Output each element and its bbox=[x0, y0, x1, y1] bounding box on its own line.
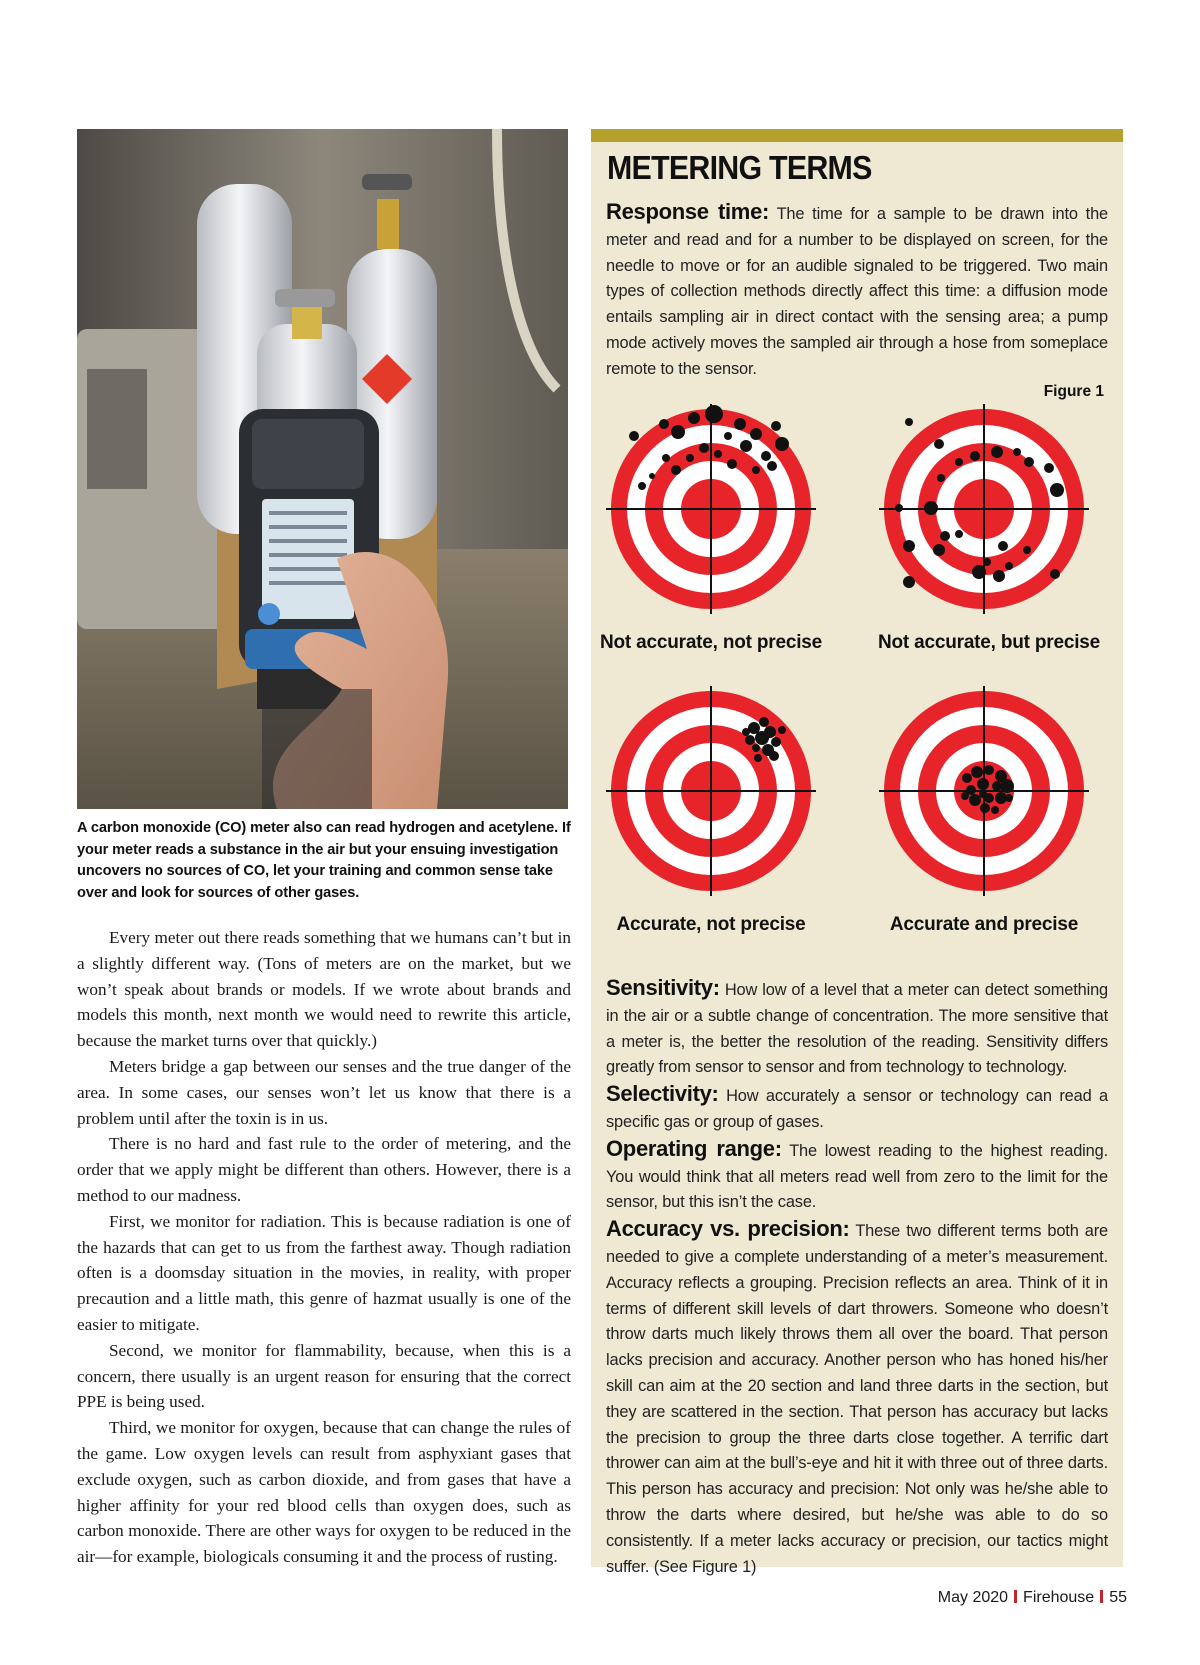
dart-hit bbox=[903, 540, 915, 552]
dart-hit bbox=[671, 465, 681, 475]
term-definition: These two different terms both are needed to give a complete understanding of a meter’s measurement. Accuracy reflects a grouping. Precision reflects an area. Think of it in terms of different skill levels of dart throwers. Someone who doesn’t throw darts much likely throws them all over the board. That person lacks precision and accuracy. Another person who has honed his/her skill can aim at the 20 section and land three darts in the section, but they are scattered in the section. That person has accuracy but lacks the precision to group the three darts close together. A terrific dart thrower can aim at the bull’s-eye and hit it with three out of three darts. This person has accuracy and precision: Not only was he/she able to throw the darts where desired, but he/she was able to do so consistently. If a meter lacks accuracy or precision, our tactics might suffer. (See Figure 1) bbox=[606, 1222, 1109, 1576]
footer-separator bbox=[1100, 1590, 1103, 1603]
term-definition: How low of a level that a meter can detect something in the air or a subtle change of concentration. The more sensitive that a meter is, the better the resolution of the reading. Sensitivity differs greatly from sensor to sensor and from technology to technology. bbox=[606, 981, 1109, 1077]
dart-hit bbox=[992, 781, 1002, 791]
dart-hit bbox=[969, 794, 981, 806]
dart-hit bbox=[903, 576, 915, 588]
term-entry-operating-range bbox=[606, 1136, 1108, 1216]
term-heading: Accuracy vs. precision: bbox=[606, 1216, 850, 1242]
term-entry-sensitivity bbox=[606, 975, 1108, 1081]
dart-hit bbox=[1050, 483, 1064, 497]
dart-hit bbox=[778, 726, 786, 734]
term-heading: Selectivity: bbox=[606, 1081, 719, 1107]
meter-photo-illustration bbox=[77, 129, 568, 809]
footer-page-number: 55 bbox=[1109, 1589, 1127, 1606]
footer-separator bbox=[1014, 1590, 1017, 1603]
dart-hit bbox=[970, 451, 980, 461]
dart-hit bbox=[769, 751, 779, 761]
dart-hit bbox=[979, 790, 987, 798]
dart-hit bbox=[955, 458, 963, 466]
figure-label: Figure 1 bbox=[1043, 383, 1104, 400]
dart-hit bbox=[755, 731, 769, 745]
footer-publication: Firehouse bbox=[1023, 1589, 1095, 1606]
dart-hit bbox=[972, 565, 986, 579]
dart-hit bbox=[752, 466, 760, 474]
target-label: Not accurate, not precise bbox=[599, 632, 823, 653]
target-not-accurate-but-precise bbox=[879, 404, 1089, 614]
dart-hit bbox=[983, 558, 991, 566]
target-accurate-not-precise bbox=[606, 686, 816, 896]
dart-hit bbox=[734, 418, 746, 430]
dart-hit bbox=[1023, 546, 1031, 554]
dart-hit bbox=[745, 735, 755, 745]
target-accurate-and-precise bbox=[879, 686, 1089, 896]
terms-list bbox=[606, 975, 1108, 1580]
dartboard-rings bbox=[606, 686, 816, 896]
target-label: Accurate, not precise bbox=[616, 914, 806, 935]
dart-hit bbox=[1005, 794, 1013, 802]
body-paragraph: First, we monitor for radiation. This is because radiation is one of the hazards that can get to us from the farthest away. Though radiation often is a doomsday situation in the movies, in reality, with proper precaution and a little math, this genre of hazmat usually is one of the easier to mitigate. bbox=[77, 1211, 571, 1334]
dart-hit bbox=[924, 501, 938, 515]
dart-hit bbox=[962, 773, 972, 783]
dart-hit bbox=[705, 405, 723, 423]
dart-hit bbox=[727, 459, 737, 469]
dart-hit bbox=[688, 412, 700, 424]
meter-photo bbox=[77, 129, 568, 809]
dart-hit bbox=[937, 474, 945, 482]
body-paragraph: Second, we monitor for flammability, because, when this is a concern, there usually is an urgent reason for ensuring that the correct PPE is being used. bbox=[77, 1340, 571, 1412]
dart-hit bbox=[699, 443, 709, 453]
dart-hit bbox=[993, 570, 1005, 582]
dart-hit bbox=[933, 544, 945, 556]
term-entry-accuracy-precision bbox=[606, 1216, 1108, 1580]
term-entry-selectivity bbox=[606, 1081, 1108, 1136]
dart-hit bbox=[984, 765, 994, 775]
term-heading: Response time: bbox=[606, 199, 770, 224]
dart-hit bbox=[754, 754, 762, 762]
dart-hit bbox=[955, 530, 963, 538]
dart-hit bbox=[961, 792, 969, 800]
dart-hit bbox=[659, 419, 669, 429]
article-body bbox=[77, 925, 571, 1570]
dart-hit bbox=[742, 728, 750, 736]
dart-hit bbox=[991, 806, 999, 814]
dart-hit bbox=[759, 717, 769, 727]
dart-hit bbox=[1000, 779, 1014, 793]
dart-hit bbox=[977, 778, 989, 790]
target-not-accurate-not-precise bbox=[606, 404, 816, 614]
dart-hit bbox=[752, 744, 760, 752]
target-label: Not accurate, but precise bbox=[877, 632, 1101, 653]
dart-hit bbox=[761, 451, 771, 461]
dart-hit bbox=[940, 531, 950, 541]
term-definition: The time for a sample to be drawn into the meter and read and for a number to be displayed on screen, for the needle to move or for an audible signaled to be triggered. Two main types of collection methods directly affect this time: a diffusion mode entails sampling air in direct contact with the sensing area; a pump mode actively moves the sampled air through a hose from someplace remote to the sensor. bbox=[606, 205, 1108, 378]
dart-hit bbox=[771, 421, 781, 431]
term-definition: The lowest reading to the highest reading. You would think that all meters read well from zero to the limit for the sensor, but this isn’t the case. bbox=[606, 1141, 1108, 1212]
dart-hit bbox=[724, 432, 732, 440]
dart-hit bbox=[991, 446, 1003, 458]
dart-hit bbox=[750, 428, 762, 440]
dart-hit bbox=[740, 440, 752, 452]
dart-hit bbox=[1005, 562, 1013, 570]
dart-hit bbox=[629, 431, 639, 441]
term-heading: Sensitivity: bbox=[606, 975, 720, 1000]
dart-hit bbox=[934, 439, 944, 449]
sidebar-title: METERING TERMS bbox=[607, 149, 872, 186]
dart-hit bbox=[980, 803, 990, 813]
dart-hit bbox=[638, 482, 646, 490]
dart-hit bbox=[714, 450, 722, 458]
dart-hit bbox=[1044, 463, 1054, 473]
photo-caption: A carbon monoxide (CO) meter also can read hydrogen and acetylene. If your meter reads a substance in the air but your ensuing investigation uncovers no sources of CO, let your training and common sense take over and look for sources of other gases. bbox=[77, 820, 571, 901]
dart-hit bbox=[686, 454, 694, 462]
body-paragraph: Every meter out there reads something that we humans can’t but in a slightly different way. (Tons of meters are on the market, but we won’t speak about brands or models. If we wrote about brands and models this month, next month we would need to rewrite this article, because the market turns over that quickly.) bbox=[77, 928, 571, 1051]
dart-hit bbox=[905, 418, 913, 426]
dart-hit bbox=[649, 473, 655, 479]
page-footer bbox=[938, 1589, 1127, 1607]
footer-date: May 2020 bbox=[937, 1589, 1009, 1606]
dart-hit bbox=[775, 437, 789, 451]
dart-hit bbox=[998, 541, 1008, 551]
sidebar-top-bar bbox=[591, 129, 1123, 142]
dart-hit bbox=[895, 504, 903, 512]
dart-hit bbox=[767, 461, 777, 471]
body-paragraph: Meters bridge a gap between our senses and the true danger of the area. In some cases, our senses won’t let us know that there is a problem until after the toxin is in us. bbox=[77, 1056, 571, 1128]
dart-hit bbox=[671, 425, 685, 439]
body-paragraph: There is no hard and fast rule to the order of metering, and the order that we apply might be different than others. However, there is a method to our madness. bbox=[77, 1134, 571, 1205]
dart-hit bbox=[1050, 569, 1060, 579]
dart-hit bbox=[1024, 457, 1034, 467]
dart-hit bbox=[771, 737, 781, 747]
dart-hit bbox=[971, 766, 983, 778]
term-definition: How accurately a sensor or technology can read a specific gas or group of gases. bbox=[606, 1087, 1108, 1131]
term-heading: Operating range: bbox=[606, 1135, 782, 1161]
target-label: Accurate and precise bbox=[889, 914, 1079, 935]
dart-hit bbox=[662, 454, 670, 462]
response-time-entry bbox=[606, 199, 1108, 383]
body-paragraph: Third, we monitor for oxygen, because that can change the rules of the game. Low oxygen levels can result from asphyxiant gases that exclude oxygen, such as carbon dioxide, and from gases that have a higher affinity for your red blood cells than oxygen does, such as carbon monoxide. There are other ways for oxygen to be reduced in the air—for example, biologicals consuming it and the process of rusting. bbox=[77, 1418, 571, 1567]
dart-hit bbox=[1013, 448, 1021, 456]
metering-terms-sidebar bbox=[591, 129, 1123, 1576]
